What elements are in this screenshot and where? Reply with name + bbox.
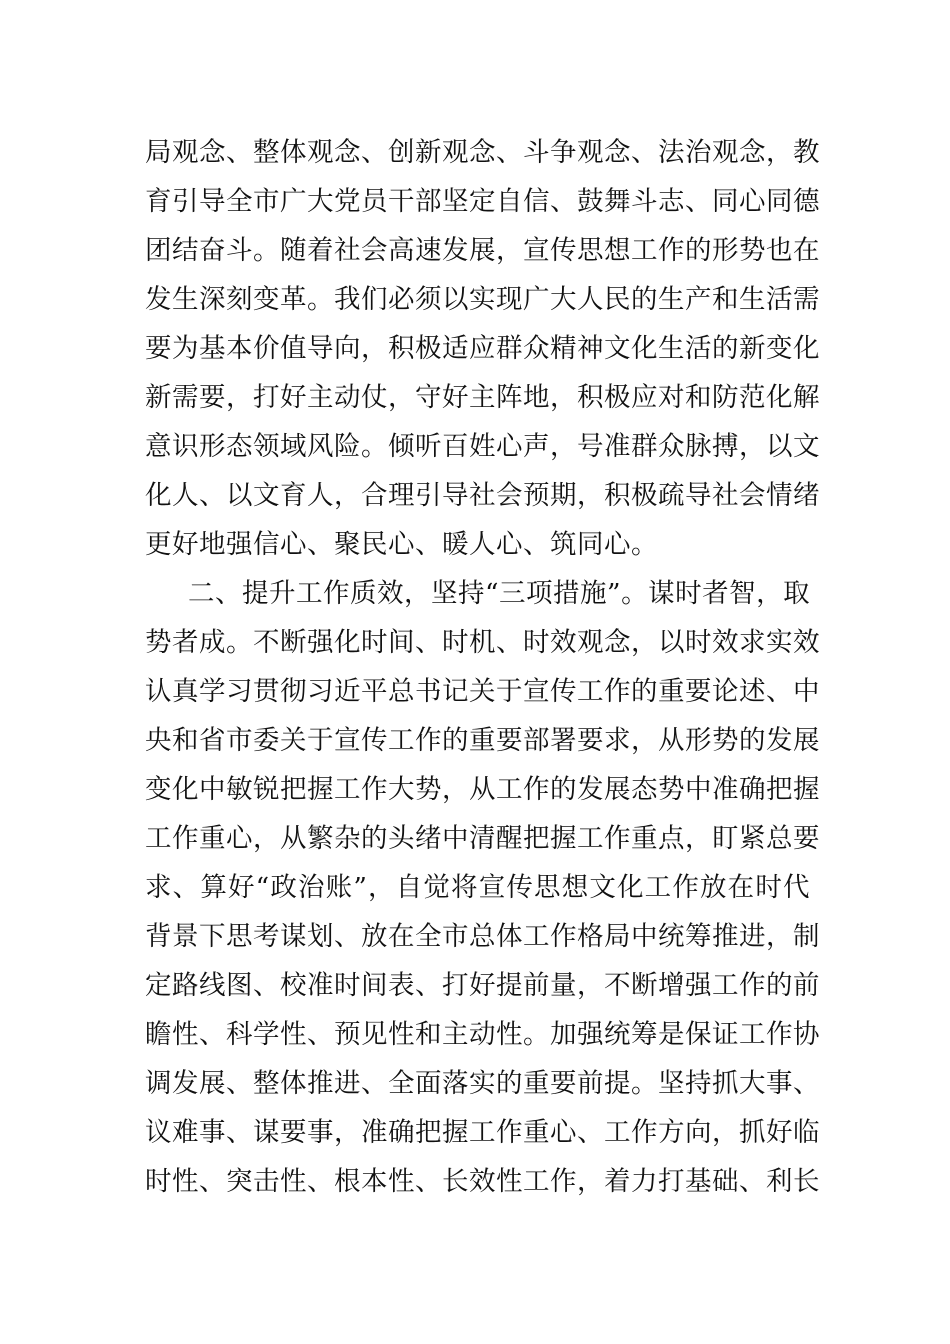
paragraph-2-line-4: 央和省市委关于宣传工作的重要部署要求，从形势的发展 <box>145 725 820 756</box>
paragraph-2-line-5: 变化中敏锐把握工作大势，从工作的发展态势中准确把握 <box>145 774 820 805</box>
paragraph-2-line-9: 定路线图、校准时间表、打好提前量，不断增强工作的前 <box>145 970 820 1001</box>
paragraph-1-line-5: 要为基本价值导向，积极适应群众精神文化生活的新变化 <box>145 333 820 364</box>
paragraph-2-line-3: 认真学习贯彻习近平总书记关于宣传工作的重要论述、中 <box>145 676 820 707</box>
paragraph-2-line-13: 时性、突击性、根本性、长效性工作，着力打基础、利长 <box>145 1166 820 1197</box>
paragraph-2-line-1: 二、提升工作质效，坚持“三项措施”。谋时者智，取 <box>188 578 811 609</box>
paragraph-1-line-9: 更好地强信心、聚民心、暖人心、筑同心。 <box>145 529 658 560</box>
paragraph-1-line-4: 发生深刻变革。我们必须以实现广大人民的生产和生活需 <box>145 284 820 315</box>
paragraph-1-line-7: 意识形态领域风险。倾听百姓心声，号准群众脉搏，以文 <box>145 431 820 462</box>
paragraph-2-line-6: 工作重心，从繁杂的头绪中清醒把握工作重点，盯紧总要 <box>145 823 820 854</box>
paragraph-1-line-8: 化人、以文育人，合理引导社会预期，积极疏导社会情绪 <box>145 480 820 511</box>
body-text <box>145 128 820 1206</box>
paragraph-2-line-8: 背景下思考谋划、放在全市总体工作格局中统筹推进，制 <box>145 921 820 952</box>
paragraph-2-line-7: 求、算好“政治账”，自觉将宣传思想文化工作放在时代 <box>145 872 810 903</box>
paragraph-1-line-3: 团结奋斗。随着社会高速发展，宣传思想工作的形势也在 <box>145 235 820 266</box>
paragraph-2-line-12: 议难事、谋要事，准确把握工作重心、工作方向，抓好临 <box>145 1117 820 1148</box>
paragraph-2-line-2: 势者成。不断强化时间、时机、时效观念，以时效求实效 <box>145 627 820 658</box>
paragraph-1-line-6: 新需要，打好主动仗，守好主阵地，积极应对和防范化解 <box>145 382 820 413</box>
paragraph-1-line-2: 育引导全市广大党员干部坚定自信、鼓舞斗志、同心同德 <box>145 186 820 217</box>
paragraph-2-line-10: 瞻性、科学性、预见性和主动性。加强统筹是保证工作协 <box>145 1019 820 1050</box>
paragraph-2-line-11: 调发展、整体推进、全面落实的重要前提。坚持抓大事、 <box>145 1068 820 1099</box>
paragraph-1-line-1: 局观念、整体观念、创新观念、斗争观念、法治观念，教 <box>145 137 820 168</box>
